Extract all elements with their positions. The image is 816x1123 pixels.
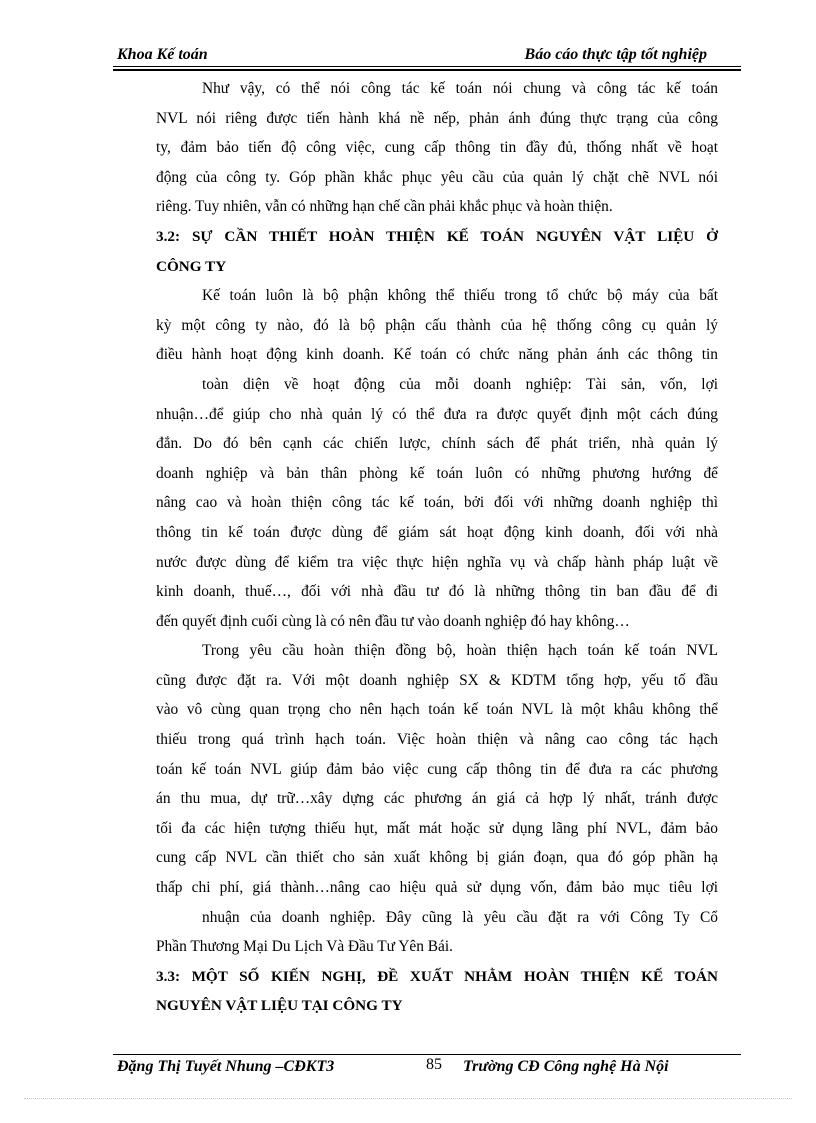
footer-school: Trường CĐ Công nghệ Hà Nội xyxy=(463,1058,669,1075)
text-line: riêng. Tuy nhiên, vẫn có những hạn chế cần phải khắc phục và hoàn thiện. xyxy=(156,198,613,216)
text-line: Như vậy, có thể nói công tác kế toán nói chung và công tác kế toán xyxy=(202,80,718,97)
page-footer xyxy=(113,1056,741,1080)
footer-rule xyxy=(113,1054,741,1055)
text-line: động của công ty. Góp phần khắc phục yêu cầu của quản lý chặt chẽ NVL nói xyxy=(156,168,718,186)
text-line: tối đa các hiện tượng thiếu hụt, mất mát hoặc sử dụng lãng phí NVL, đảm bảo xyxy=(156,819,718,837)
text-line: thấp chi phí, giá thành…nâng cao hiệu quả sử dụng vốn, đảm bảo mục tiêu lợi xyxy=(156,879,718,897)
section-heading-3-3: 3.3: MỘT SỐ KIẾN NGHỊ, ĐỀ XUẤT NHẰM HOÀN THIỆN KẾ TOÁN xyxy=(156,967,718,985)
text-line: cũng được đặt ra. Với một doanh nghiệp SX & KDTM tổng hợp, yếu tố đầu xyxy=(156,671,718,689)
text-line: kỳ một công ty nào, đó là bộ phận cấu thành của hệ thống công cụ quản lý xyxy=(156,316,718,334)
text-line: NVL nói riêng được tiến hành khá nề nếp, phản ánh đúng thực trạng của công xyxy=(156,109,718,127)
header-department: Khoa Kế toán xyxy=(117,46,208,63)
section-heading-3-3-cont: NGUYÊN VẬT LIỆU TẠI CÔNG TY xyxy=(156,997,403,1015)
section-heading-3-2: 3.2: SỰ CẦN THIẾT HOÀN THIỆN KẾ TOÁN NGUYÊN VẬT LIỆU Ở xyxy=(156,227,718,245)
page-bottom-dotted-rule xyxy=(24,1098,792,1099)
text-line: đến quyết định cuối cùng là có nên đầu tư vào doanh nghiệp đó hay không… xyxy=(156,612,630,630)
text-line: nhuận…để giúp cho nhà quản lý có thể đưa ra được quyết định một cách đúng xyxy=(156,405,718,423)
section-heading-3-2-cont: CÔNG TY xyxy=(156,257,227,275)
page-header xyxy=(117,44,741,68)
text-line: nhuận của doanh nghiệp. Đây cũng là yêu cầu đặt ra với Công Ty Cổ xyxy=(202,908,718,926)
text-line: doanh nghiệp và bản thân phòng kế toán luôn có những phương hướng để xyxy=(156,464,718,482)
text-line: nâng cao và hoàn thiện công tác kế toán, bởi đối với những doanh nghiệp thì xyxy=(156,494,718,512)
text-line: đắn. Do đó bên cạnh các chiến lược, chính sách để phát triển, nhà quản lý xyxy=(156,435,718,453)
text-line: Kế toán luôn là bộ phận không thể thiếu trong tổ chức bộ máy của bất xyxy=(202,287,718,305)
document-body xyxy=(156,74,718,1021)
text-line: toán kế toán NVL giúp đảm bảo việc cung cấp thông tin để đưa ra các phương xyxy=(156,760,718,778)
footer-author: Đặng Thị Tuyết Nhung –CĐKT3 xyxy=(117,1058,335,1075)
header-rule xyxy=(113,66,741,67)
text-line: kinh doanh, thuế…, đối với nhà đầu tư đó là những thông tin ban đầu để đi xyxy=(156,583,718,601)
text-line: nước được dùng để kiểm tra việc thực hiện nghĩa vụ và chấp hành pháp luật về xyxy=(156,553,718,571)
text-line: cung cấp NVL cần thiết cho sản xuất không bị gián đoạn, qua đó góp phần hạ xyxy=(156,849,718,867)
text-line: ty, đảm bảo tiến độ công việc, cung cấp thông tin đầy đủ, thống nhất về hoạt xyxy=(156,139,718,157)
text-line: thông tin kế toán được dùng để giám sát hoạt động kinh doanh, đối với nhà xyxy=(156,523,718,541)
text-line: thiếu trong quá trình hạch toán. Việc hoàn thiện và nâng cao công tác hạch xyxy=(156,731,718,749)
text-line: Trong yêu cầu hoàn thiện đồng bộ, hoàn thiện hạch toán kế toán NVL xyxy=(202,642,718,660)
text-line: Phần Thương Mại Du Lịch Và Đầu Tư Yên Bái. xyxy=(156,938,453,956)
text-line: án thu mua, dự trữ…xây dựng các phương án giá cả hợp lý nhất, tránh được xyxy=(156,790,718,808)
header-report-title: Báo cáo thực tập tốt nghiệp xyxy=(524,46,707,63)
header-rule-thick xyxy=(113,69,741,71)
text-line: toàn diện về hoạt động của mỗi doanh nghiệp: Tài sản, vốn, lợi xyxy=(202,375,718,393)
text-line: vào vô cùng quan trọng cho nên hạch toán kế toán NVL là một khâu không thể xyxy=(156,701,718,719)
text-line: điều hành hoạt động kinh doanh. Kế toán có chức năng phản ánh các thông tin xyxy=(156,346,718,364)
page-number: 85 xyxy=(426,1056,442,1073)
